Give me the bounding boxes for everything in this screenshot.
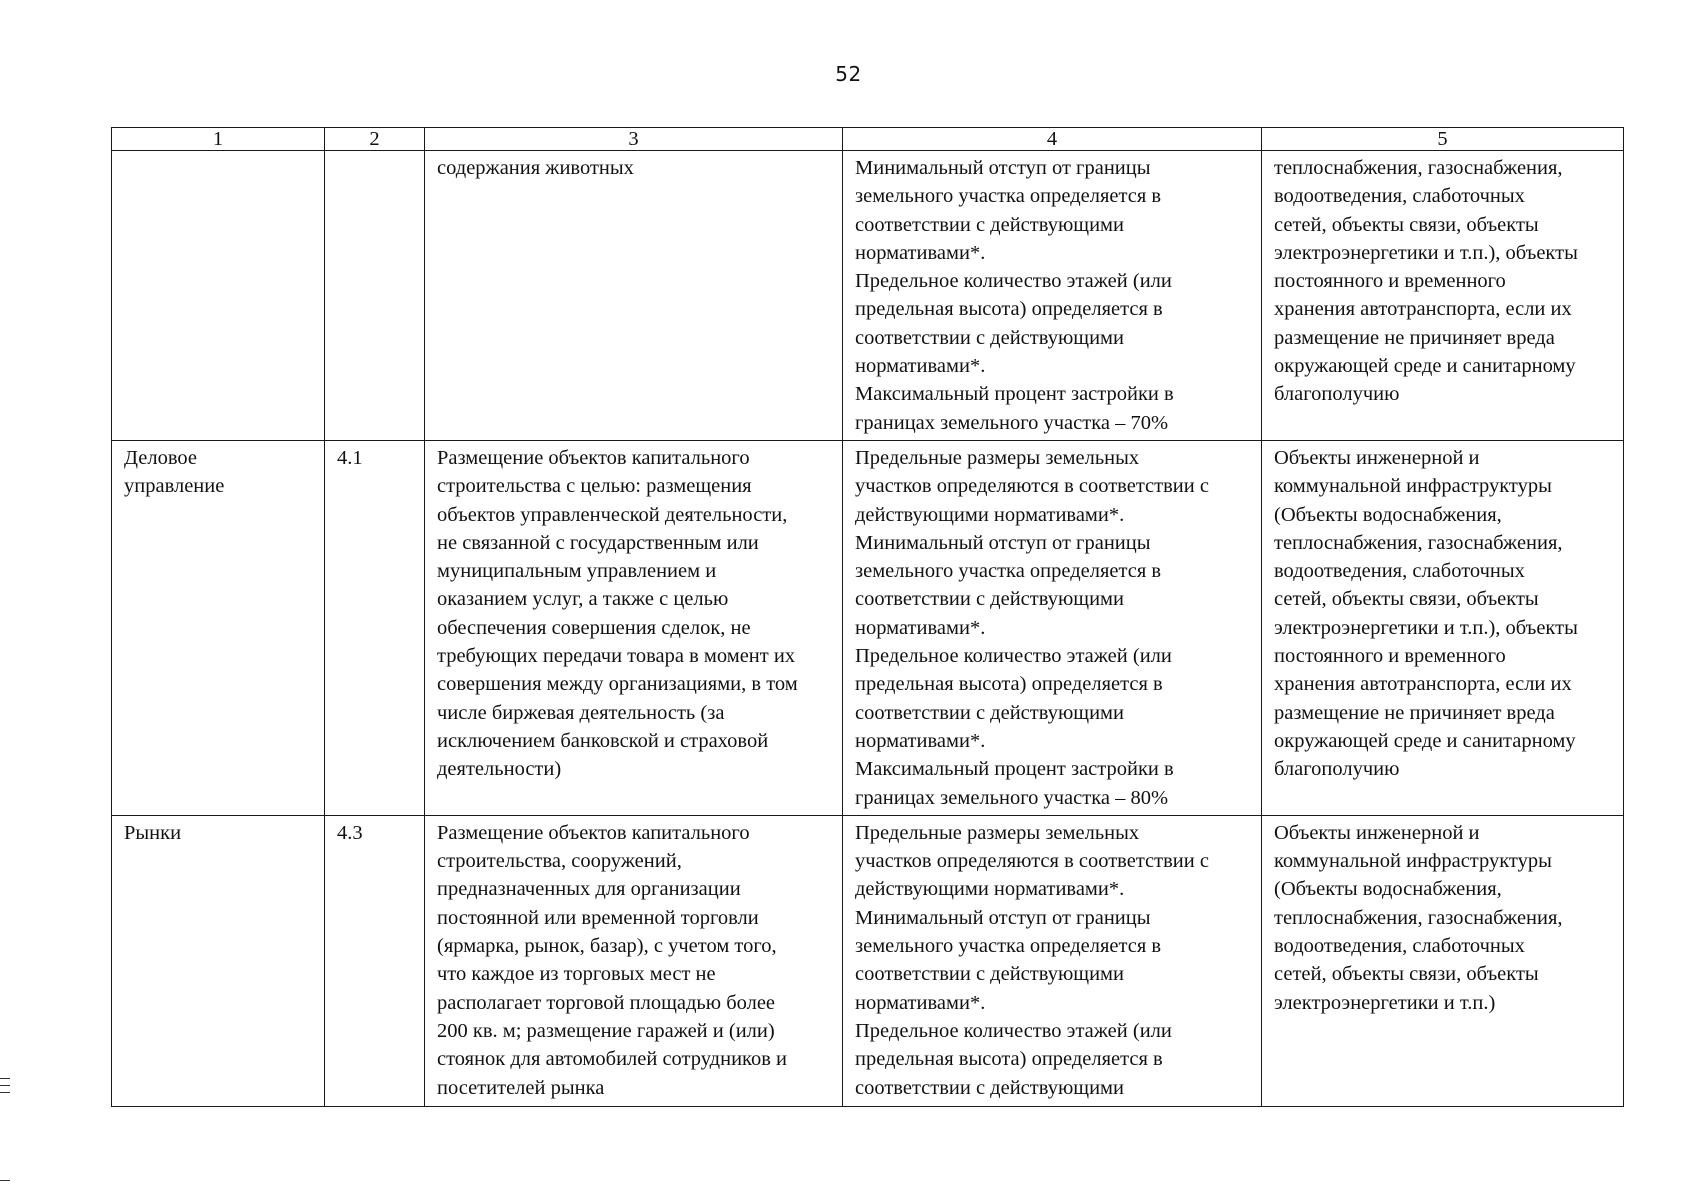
table-body [112, 151, 1624, 1107]
table-row [112, 441, 1624, 816]
header-col-1: 1 [112, 128, 325, 151]
cell-code [325, 441, 425, 816]
cell-auxiliary-uses [1262, 815, 1624, 1106]
cell-parameters [843, 441, 1262, 816]
scan-edge-mark [0, 1078, 10, 1079]
table-row [112, 815, 1624, 1106]
cell-text: Объекты инженерной и коммунальной инфраструктуры (Объекты водоснабжения, теплоснабжения, газоснабжения, водоотведения, слаботочных сетей, объекты связи, объекты электроэнергетики и т.п.), объекты постоянного и временного хранения автотранспорта, если их размещение не причиняет вреда окружающей среде и санитарному благополучию [1274, 447, 1578, 781]
cell-text: Предельные размеры земельных участков определяются в соответствии с действующими нормативами*. Минимальный отступ от границы земельного участка определяется в соответствии с действующими нормативами*. Предельное количество этажей (или предельная высота) определяется в соответствии с действующими нормативами*. Максимальный процент застройки в границах земельного участка – 80% [855, 447, 1209, 809]
cell-text: Предельные размеры земельных участков определяются в соответствии с действующими нормативами*. Минимальный отступ от границы земельного участка определяется в соответствии с действующими нормативами*. Предельное количество этажей (или предельная высота) определяется в соответствии с действующими [855, 821, 1209, 1099]
cell-text: теплоснабжения, газоснабжения, водоотведения, слаботочных сетей, объекты связи, объекты электроэнергетики и т.п.), объекты постоянного и временного хранения автотранспорта, если их размещение не причиняет вреда окружающей среде и санитарному благополучию [1274, 157, 1578, 406]
table-row [112, 151, 1624, 441]
scan-edge-mark [0, 1180, 10, 1181]
header-col-2: 2 [325, 128, 425, 151]
header-col-3: 3 [425, 128, 843, 151]
table-header [112, 128, 1624, 151]
cell-text: Деловое управление [124, 447, 225, 498]
cell-code [325, 151, 425, 441]
page-number: 52 [835, 62, 862, 86]
cell-text: 4.1 [337, 447, 363, 469]
cell-text: 4.3 [337, 821, 363, 844]
header-row [112, 128, 1624, 151]
cell-text: содержания животных [437, 157, 634, 179]
cell-text: Размещение объектов капитального строительства с целью: размещения объектов управленческой деятельности, не связанной с государственным или муниципальным управлением и оказанием услуг, а также с целью обеспечения совершения сделок, не требующих передачи товара в момент их совершения между организациями, в том числе биржевая деятельность (за исключением банковской и страховой деятельности) [437, 447, 798, 781]
cell-auxiliary-uses [1262, 441, 1624, 816]
cell-description [425, 815, 843, 1106]
cell-text: Объекты инженерной и коммунальной инфраструктуры (Объекты водоснабжения, теплоснабжения, газоснабжения, водоотведения, слаботочных сетей, объекты связи, объекты электроэнергетики и т.п.) [1274, 821, 1563, 1014]
regulations-table [111, 127, 1624, 1107]
cell-land-use-type [112, 441, 325, 816]
scan-edge-mark [0, 1085, 10, 1086]
cell-text: Минимальный отступ от границы земельного участка определяется в соответствии с действующими нормативами*. Предельное количество этажей (или предельная высота) определяется в соответствии с действующими нормативами*. Максимальный процент застройки в границах земельного участка – 70% [855, 157, 1174, 434]
cell-auxiliary-uses [1262, 151, 1624, 441]
header-col-4: 4 [843, 128, 1262, 151]
cell-text: Размещение объектов капитального строительства, сооружений, предназначенных для организации постоянной или временной торговли (ярмарка, рынок, базар), с учетом того, что каждое из торговых мест не располагает торговой площадью более 200 кв. м; размещение гаражей и (или) стоянок для автомобилей сотрудников и посетителей рынка [437, 821, 788, 1099]
scan-edge-mark [0, 1092, 10, 1093]
cell-description [425, 151, 843, 441]
cell-land-use-type [112, 151, 325, 441]
cell-description [425, 441, 843, 816]
cell-parameters [843, 815, 1262, 1106]
cell-parameters [843, 151, 1262, 441]
cell-land-use-type [112, 815, 325, 1106]
header-col-5: 5 [1262, 128, 1624, 151]
cell-text: Рынки [124, 821, 182, 844]
cell-code [325, 815, 425, 1106]
